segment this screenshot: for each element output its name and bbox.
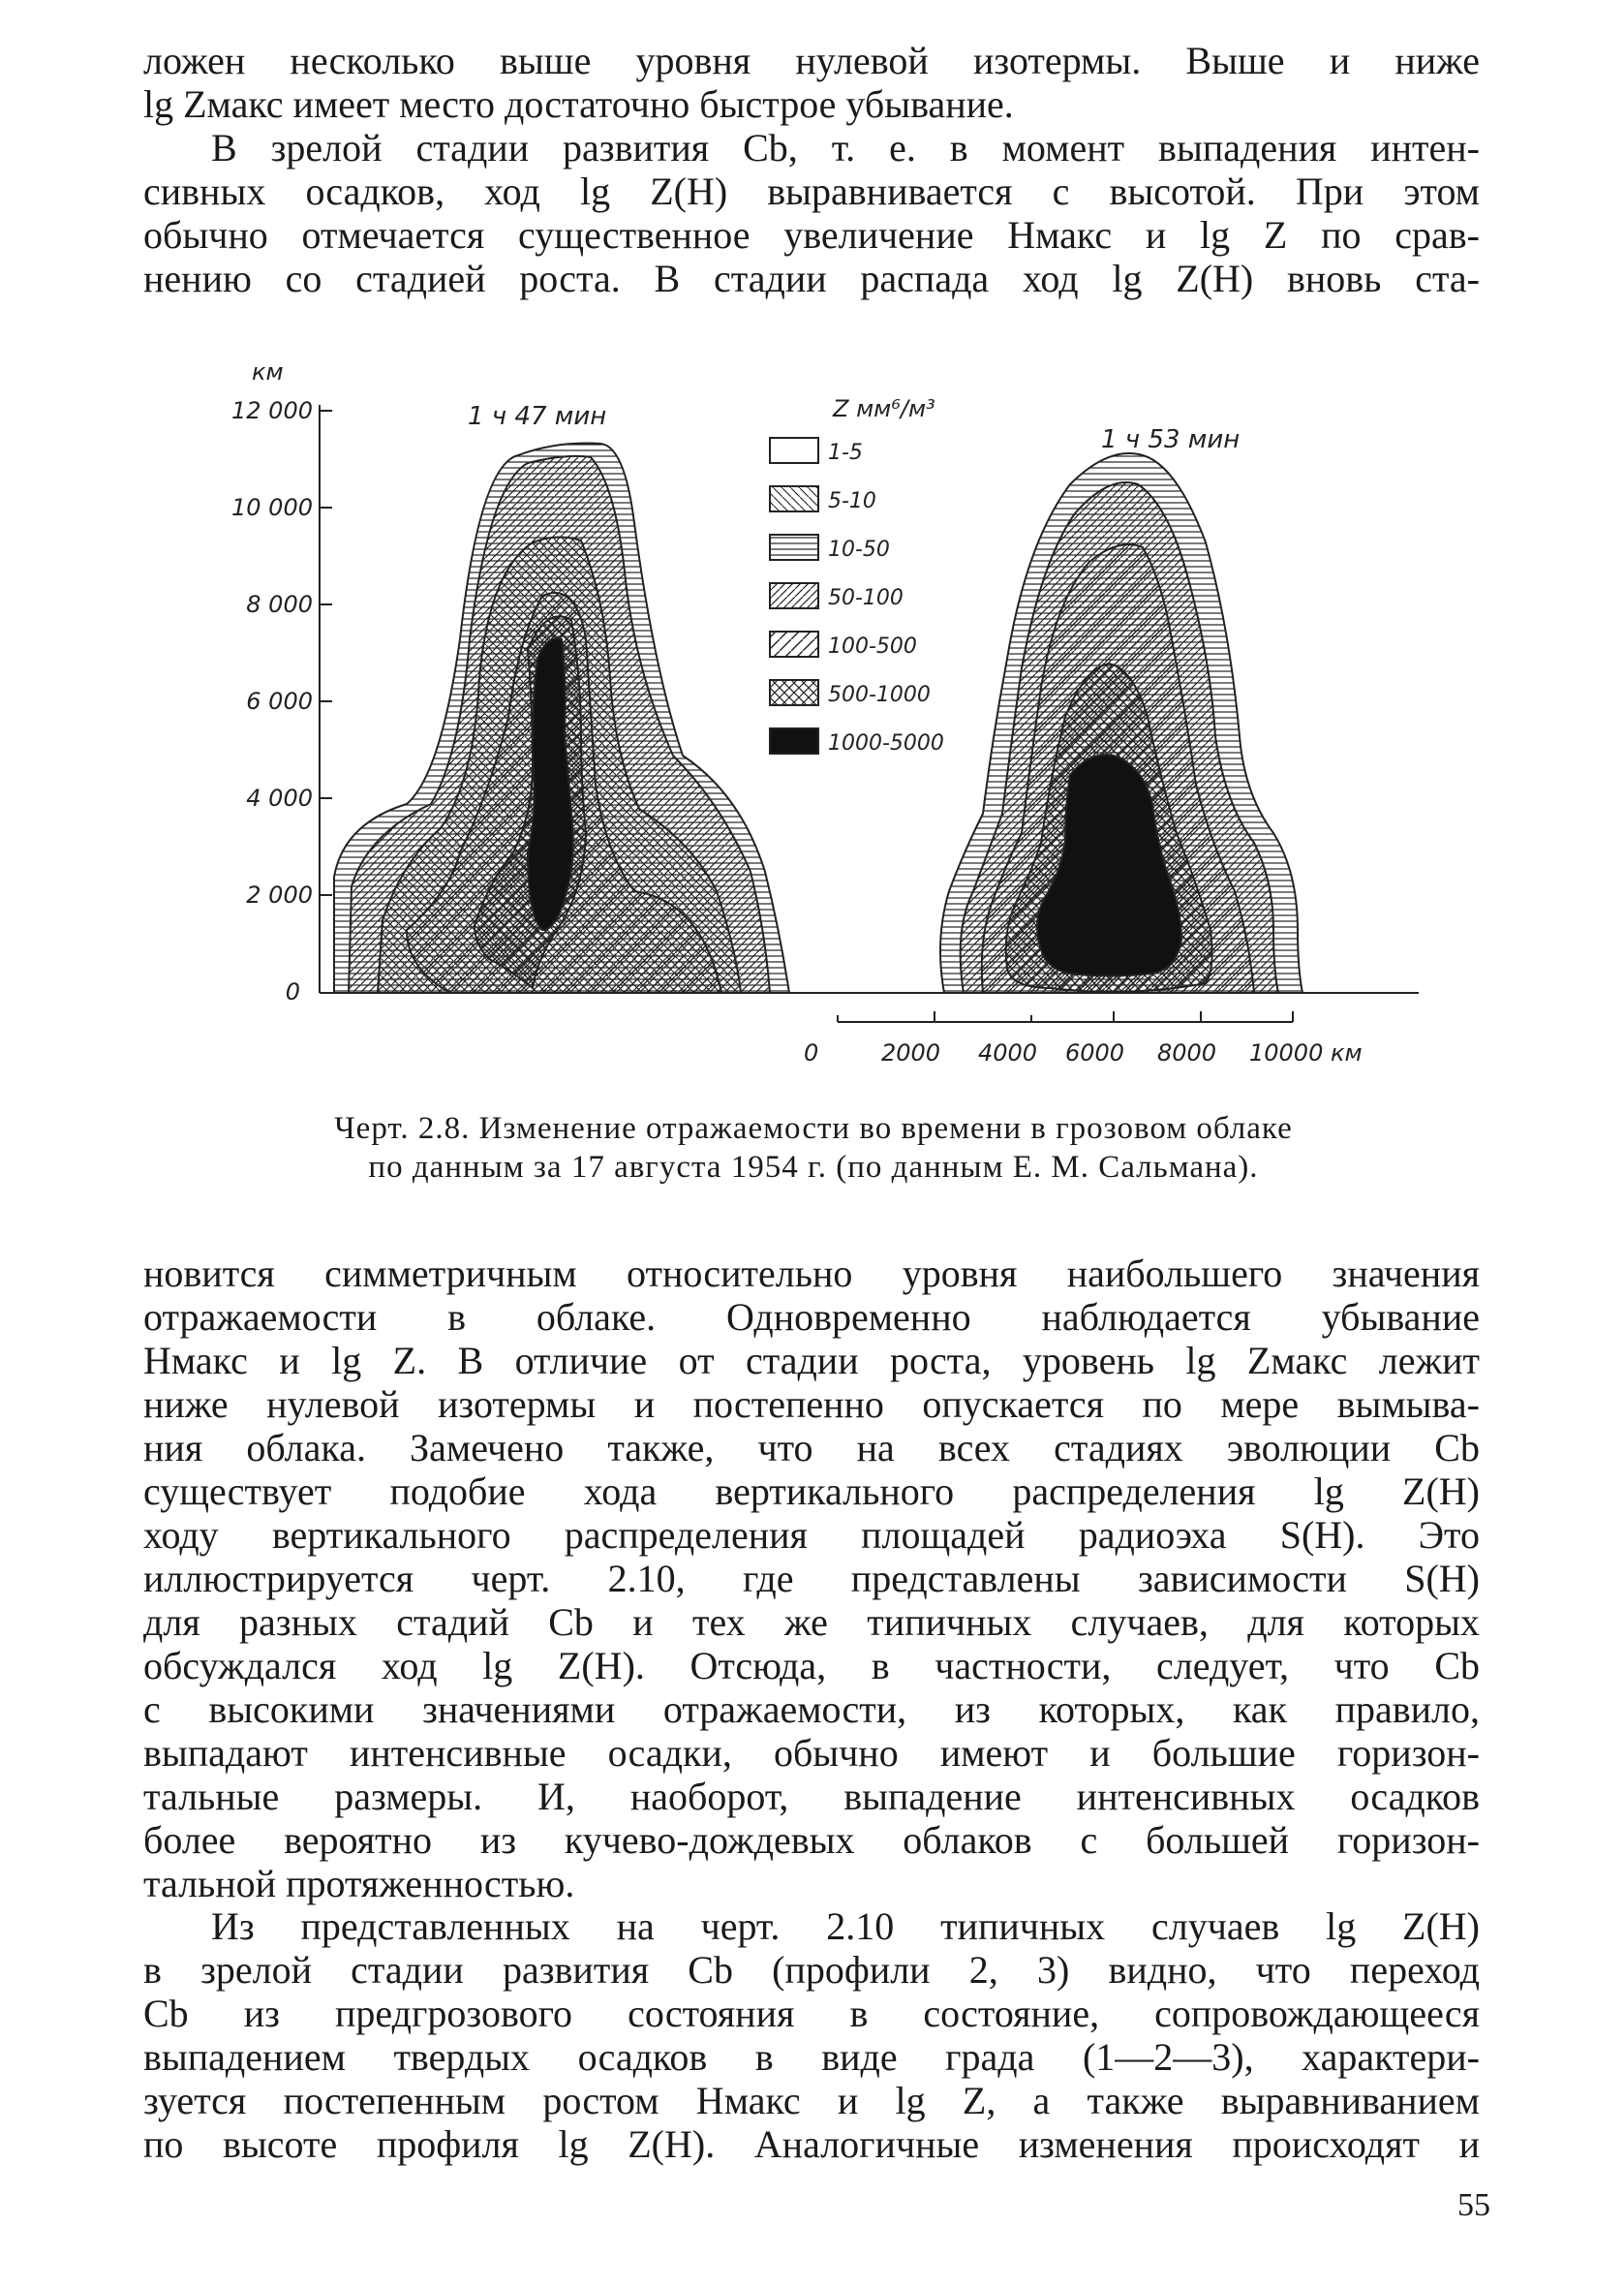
text-line: Hмакс и lg Z. В отличие от стадии роста, уровень lg Zмакс лежит xyxy=(143,1339,1480,1382)
legend-swatch xyxy=(770,728,818,754)
text-line: обычно отмечается существенное увеличение Hмакс и lg Z по срав- xyxy=(143,213,1480,257)
text-line: Cb из предгрозового состояния в состояние, сопровождающееся xyxy=(143,1992,1480,2035)
x-tick-label: 4000 xyxy=(978,1039,1038,1067)
legend-swatch xyxy=(770,438,818,463)
text-line: выпадением твердых осадков в виде града (1—2—3), характери- xyxy=(143,2035,1480,2079)
page-number: 55 xyxy=(1457,2187,1490,2223)
legend-label: 10-50 xyxy=(828,538,890,562)
paragraph-last xyxy=(143,1904,1480,2166)
y-tick-label: 2 000 xyxy=(246,881,313,909)
text-line: тальной протяженностью. xyxy=(143,1862,575,1905)
y-tick-label: 12 000 xyxy=(231,397,313,424)
x-tick-label: 8000 xyxy=(1157,1039,1217,1067)
legend-label: 5-10 xyxy=(828,489,876,513)
x-tick-label: 2000 xyxy=(881,1039,941,1067)
legend-label: 50-100 xyxy=(828,586,904,610)
text-line: В зрелой стадии развития Cb, т. е. в момент выпадения интен- xyxy=(211,126,1480,170)
legend-swatch xyxy=(770,680,818,705)
text-line: отражаемости в облаке. Одновременно наблюдается убывание xyxy=(143,1295,1480,1339)
text-line: нению со стадией роста. В стадии распада ход lg Z(H) вновь ста- xyxy=(143,257,1480,300)
text-line: тальные размеры. И, наоборот, выпадение интенсивных осадков xyxy=(143,1775,1480,1818)
text-line: обсуждался ход lg Z(H). Отсюда, в частности, следует, что Cb xyxy=(143,1644,1480,1687)
paragraph-bottom xyxy=(143,1252,1480,1905)
text-line: новится симметричным относительно уровня наибольшего значения xyxy=(143,1252,1480,1295)
text-line: в зрелой стадии развития Cb (профили 2, 3) видно, что переход xyxy=(143,1948,1480,1992)
paragraph-mature-stage xyxy=(143,126,1480,300)
legend-label: 100-500 xyxy=(828,634,917,659)
text-line: ложен несколько выше уровня нулевой изотермы. Выше и ниже xyxy=(143,39,1480,82)
y-tick-label: 10 000 xyxy=(231,494,313,521)
time-label-right: 1 ч 53 мин xyxy=(1101,425,1241,454)
legend-swatch xyxy=(770,486,818,511)
text-line: ходу вертикального распределения площадей радиоэха S(H). Это xyxy=(143,1513,1480,1557)
x-tick-label: 6000 xyxy=(1065,1039,1125,1067)
text-line: с высокими значениями отражаемости, из которых, как правило, xyxy=(143,1687,1480,1731)
legend-swatch xyxy=(770,632,818,657)
y-tick-label: 0 xyxy=(285,978,300,1005)
legend-label: 500-1000 xyxy=(828,683,931,707)
text-line: по высоте профиля lg Z(H). Аналогичные изменения происходят и xyxy=(143,2122,1480,2166)
x-tick-label: 10000 км xyxy=(1249,1039,1363,1067)
y-tick-label: 4 000 xyxy=(246,785,313,812)
text-line: ния облака. Замечено также, что на всех стадиях эволюции Cb xyxy=(143,1426,1480,1469)
text-line: Из представленных на черт. 2.10 типичных случаев lg Z(H) xyxy=(211,1904,1480,1948)
x-scale xyxy=(838,1011,1293,1022)
cloud-left xyxy=(334,444,789,994)
legend xyxy=(770,395,944,756)
text-line: сивных осадков, ход lg Z(H) выравнивается с высотой. При этом xyxy=(143,170,1480,213)
caption-line: Черт. 2.8. Изменение отражаемости во времени в грозовом облаке xyxy=(334,1111,1293,1146)
legend-swatch xyxy=(770,583,818,608)
y-unit-label: км xyxy=(252,358,284,386)
text-line: существует подобие хода вертикального распределения lg Z(H) xyxy=(143,1469,1480,1513)
text-line: для разных стадий Cb и тех же типичных случаев, для которых xyxy=(143,1600,1480,1644)
legend-label: 1000-5000 xyxy=(828,731,944,756)
text-line: ниже нулевой изотермы и постепенно опускается по мере вымыва- xyxy=(143,1382,1480,1426)
text-line: более вероятно из кучево-дождевых облаков с большей горизон- xyxy=(143,1818,1480,1862)
text-line: зуется постепенным ростом Hмакс и lg Z, а также выравниванием xyxy=(143,2079,1480,2122)
paragraph-top xyxy=(143,39,1480,126)
x-tick-label: 0 xyxy=(804,1039,819,1067)
legend-swatch xyxy=(770,535,818,560)
legend-label: 1-5 xyxy=(828,441,863,465)
cloud-right xyxy=(940,453,1302,993)
reflectivity-figure xyxy=(199,349,1428,1085)
text-line: lg Zмакс имеет место достаточно быстрое убывание. xyxy=(143,82,1014,126)
figure-caption xyxy=(155,1109,1472,1187)
x-tick-labels xyxy=(804,1039,1363,1067)
text-line: выпадают интенсивные осадки, обычно имеют и большие горизон- xyxy=(143,1731,1480,1775)
legend-title: Z мм⁶/м³ xyxy=(833,395,935,422)
text-line: иллюстрируется черт. 2.10, где представлены зависимости S(H) xyxy=(143,1557,1480,1600)
y-tick-label: 6 000 xyxy=(246,688,313,715)
time-label-left: 1 ч 47 мин xyxy=(468,402,607,431)
y-tick-label: 8 000 xyxy=(246,591,313,618)
caption-line: по данным за 17 августа 1954 г. (по данным Е. М. Сальмана). xyxy=(368,1150,1259,1185)
